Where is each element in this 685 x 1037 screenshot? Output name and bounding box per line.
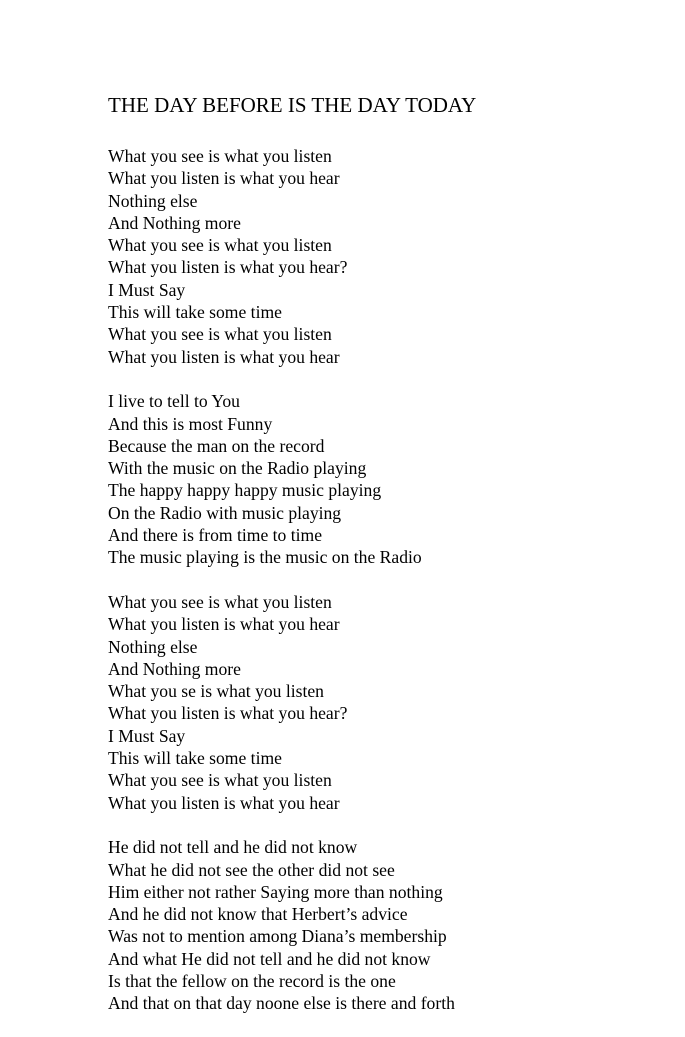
stanza-1 bbox=[108, 145, 668, 368]
poem-line: What he did not see the other did not see bbox=[108, 859, 395, 880]
poem-line: What you listen is what you hear bbox=[108, 168, 340, 189]
poem-line: And there is from time to time bbox=[108, 525, 323, 546]
poem-line: With the music on the Radio playing bbox=[108, 458, 367, 479]
poem-line: He did not tell and he did not know bbox=[108, 837, 358, 858]
poem-line: Was not to mention among Diana’s membership bbox=[108, 926, 447, 947]
poem-line: I Must Say bbox=[108, 279, 186, 300]
poem-line: On the Radio with music playing bbox=[108, 502, 342, 523]
poem-line: And Nothing more bbox=[108, 658, 241, 679]
poem-line: What you listen is what you hear bbox=[108, 346, 340, 367]
poem-line: Nothing else bbox=[108, 190, 198, 211]
poem-line: What you listen is what you hear bbox=[108, 792, 340, 813]
poem-line: And what He did not tell and he did not know bbox=[108, 948, 431, 969]
poem-line: What you listen is what you hear? bbox=[108, 257, 348, 278]
poem-line: What you listen is what you hear bbox=[108, 614, 340, 635]
document-page bbox=[108, 91, 668, 1037]
poem-line: Nothing else bbox=[108, 636, 198, 657]
stanza-4 bbox=[108, 836, 668, 1014]
poem-line: This will take some time bbox=[108, 302, 282, 323]
poem-line: And that on that day noone else is there and forth bbox=[108, 993, 455, 1014]
poem-line: I live to tell to You bbox=[108, 391, 240, 412]
poem-line: And he did not know that Herbert’s advice bbox=[108, 904, 408, 925]
poem-line: And this is most Funny bbox=[108, 413, 273, 434]
poem-line: What you see is what you listen bbox=[108, 770, 332, 791]
poem-line: And Nothing more bbox=[108, 212, 241, 233]
poem-line: The happy happy happy music playing bbox=[108, 480, 382, 501]
poem-line: What you see is what you listen bbox=[108, 591, 332, 612]
stanza-3 bbox=[108, 591, 668, 814]
poem-line: What you see is what you listen bbox=[108, 235, 332, 256]
poem-line: Him either not rather Saying more than nothing bbox=[108, 881, 443, 902]
poem-line: Because the man on the record bbox=[108, 435, 325, 456]
stanza-2 bbox=[108, 390, 668, 568]
poem-line: What you see is what you listen bbox=[108, 324, 332, 345]
poem-line: What you se is what you listen bbox=[108, 681, 324, 702]
poem-line: I Must Say bbox=[108, 725, 186, 746]
poem-line: What you see is what you listen bbox=[108, 146, 332, 166]
poem-line: What you listen is what you hear? bbox=[108, 703, 348, 724]
poem-line: This will take some time bbox=[108, 748, 282, 769]
poem-line: Is that the fellow on the record is the one bbox=[108, 970, 396, 991]
poem-line: The music playing is the music on the Radio bbox=[108, 547, 422, 568]
page-title: THE DAY BEFORE IS THE DAY TODAY bbox=[108, 93, 477, 117]
